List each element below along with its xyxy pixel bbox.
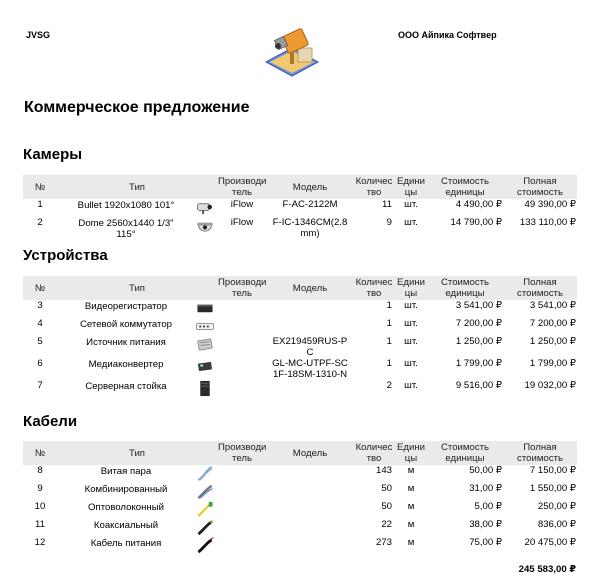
column-header-type: Тип	[57, 276, 217, 300]
column-header-qty: Количес тво	[353, 276, 395, 300]
cell-price: 50,00 ₽	[469, 465, 502, 476]
cell-unit: м	[407, 501, 415, 512]
dome-camera-icon	[194, 217, 216, 234]
cell-total: 836,00 ₽	[537, 519, 576, 530]
table-header-row	[23, 441, 577, 465]
cell-type	[57, 501, 217, 519]
camera-logo-icon	[262, 24, 322, 80]
table-header-row	[23, 175, 577, 199]
item-type-label: Bullet 1920x1080 101°	[77, 200, 175, 211]
column-header-price: Стоимость единицы	[427, 175, 503, 199]
item-type-label: Оптоволоконный	[88, 502, 164, 513]
column-header-manufacturer: Производи тель	[218, 277, 267, 299]
cell-num: 11	[35, 519, 45, 530]
cell-num: 5	[37, 336, 43, 347]
column-header-model: Модель	[267, 276, 353, 300]
column-header-model: Модель	[267, 441, 353, 465]
table-row	[23, 358, 577, 380]
cell-price: 38,00 ₽	[469, 519, 502, 530]
cell-total: 19 032,00 ₽	[524, 380, 576, 391]
cell-manufacturer	[217, 519, 267, 537]
item-type-label: Кабель питания	[90, 538, 162, 549]
cell-unit: шт.	[404, 300, 418, 311]
table-row	[23, 336, 577, 358]
cell-type	[57, 318, 217, 336]
header-company: ООО Айпика Софтвер	[398, 30, 497, 40]
table-cables	[23, 441, 577, 555]
table-row	[23, 318, 577, 336]
cell-unit: м	[407, 519, 415, 530]
combined-cable-icon	[194, 483, 216, 500]
cell-type	[57, 336, 217, 358]
cell-num: 7	[37, 380, 43, 391]
table-devices	[23, 276, 577, 398]
cell-price: 4 490,00 ₽	[455, 199, 502, 210]
column-header-manufacturer: Производи тель	[218, 176, 267, 198]
cell-model: GL-MC-UTPF-SC 1F-18SM-1310-N	[272, 358, 348, 380]
cell-model: F-IC-1346CM(2.8 mm)	[272, 217, 348, 239]
table-row	[23, 519, 577, 537]
table-row	[23, 537, 577, 555]
cell-price: 75,00 ₽	[469, 537, 502, 548]
cell-type	[57, 519, 217, 537]
column-header-num: №	[23, 276, 57, 300]
cell-price: 9 516,00 ₽	[455, 380, 502, 391]
cell-manufacturer	[217, 380, 267, 398]
cell-model: EX219459RUS-P C	[272, 336, 348, 358]
column-header-unit: Едини цы	[396, 176, 425, 198]
cell-qty: 1	[386, 358, 392, 369]
cell-unit: м	[407, 537, 415, 548]
media-converter-icon	[194, 358, 216, 375]
cell-type	[57, 217, 217, 240]
cell-unit: м	[407, 483, 415, 494]
cell-price: 1 799,00 ₽	[455, 358, 502, 369]
fiber-cable-icon	[194, 501, 216, 518]
item-type-label: Коаксиальный	[93, 520, 159, 531]
column-header-unit: Едини цы	[396, 442, 425, 464]
item-type-label: Серверная стойка	[85, 381, 167, 392]
coax-cable-icon	[194, 519, 216, 536]
cell-num: 4	[37, 318, 43, 329]
cell-qty: 9	[386, 217, 392, 228]
column-header-price: Стоимость единицы	[427, 441, 503, 465]
column-header-type: Тип	[57, 441, 217, 465]
column-header-qty: Количес тво	[353, 175, 395, 199]
column-header-type: Тип	[57, 175, 217, 199]
recorder-icon	[194, 300, 216, 317]
cell-unit: м	[407, 465, 415, 476]
cell-qty: 1	[386, 318, 392, 329]
twisted-pair-icon	[194, 465, 216, 482]
column-header-qty: Количес тво	[353, 441, 395, 465]
cell-total: 1 550,00 ₽	[529, 483, 576, 494]
switch-icon	[194, 318, 216, 335]
cell-qty: 50	[381, 483, 392, 494]
cell-qty: 143	[375, 465, 392, 476]
document-title: Коммерческое предложение	[24, 99, 250, 116]
cell-total: 49 390,00 ₽	[524, 199, 576, 210]
cell-model	[267, 465, 353, 483]
cell-model	[267, 318, 353, 336]
cell-total: 7 200,00 ₽	[529, 318, 576, 329]
column-header-total: Полная стоимость	[503, 175, 577, 199]
cell-model: F-AC-2122M	[282, 199, 338, 210]
cell-manufacturer	[217, 537, 267, 555]
column-header-num: №	[23, 175, 57, 199]
item-type-label: Сетевой коммутатор	[79, 319, 173, 330]
cell-manufacturer: iFlow	[230, 199, 254, 210]
cell-unit: шт.	[404, 199, 418, 210]
cell-type	[57, 380, 217, 398]
cell-manufacturer	[217, 300, 267, 318]
cell-model	[267, 537, 353, 555]
column-header-total: Полная стоимость	[503, 276, 577, 300]
cell-manufacturer	[217, 358, 267, 380]
cell-num: 6	[37, 358, 43, 369]
cell-total: 1 250,00 ₽	[529, 336, 576, 347]
cell-model	[267, 483, 353, 501]
cell-type	[57, 300, 217, 318]
table-row	[23, 483, 577, 501]
cell-unit: шт.	[404, 336, 418, 347]
item-type-label: Комбинированный	[84, 484, 168, 495]
cell-price: 14 790,00 ₽	[450, 217, 502, 228]
cell-num: 8	[37, 465, 43, 476]
cell-model	[267, 501, 353, 519]
cell-manufacturer	[217, 465, 267, 483]
cell-total: 1 799,00 ₽	[529, 358, 576, 369]
item-type-label: Медиаконвертер	[88, 359, 164, 370]
item-type-label: Источник питания	[86, 337, 166, 348]
cell-manufacturer	[217, 501, 267, 519]
cell-price: 5,00 ₽	[474, 501, 502, 512]
header-left: JVSG	[26, 30, 51, 40]
cell-qty: 1	[386, 300, 392, 311]
column-header-price: Стоимость единицы	[427, 276, 503, 300]
cell-total: 7 150,00 ₽	[529, 465, 576, 476]
cell-manufacturer	[217, 483, 267, 501]
cell-type	[57, 358, 217, 380]
item-type-label: Dome 2560x1440 1/3" 115°	[78, 218, 174, 240]
cell-unit: шт.	[404, 318, 418, 329]
column-header-manufacturer: Производи тель	[218, 442, 267, 464]
column-header-unit: Едини цы	[396, 277, 425, 299]
cell-qty: 1	[386, 336, 392, 347]
cell-total: 20 475,00 ₽	[524, 537, 576, 548]
cell-qty: 22	[381, 519, 392, 530]
column-header-num: №	[23, 441, 57, 465]
table-cameras	[23, 175, 577, 240]
grand-total: 245 583,00 ₽	[518, 564, 576, 575]
cell-price: 31,00 ₽	[469, 483, 502, 494]
column-header-total: Полная стоимость	[503, 441, 577, 465]
table-row	[23, 217, 577, 240]
server-rack-icon	[194, 380, 216, 397]
section-title-cameras: Камеры	[23, 146, 83, 163]
cell-num: 10	[34, 501, 46, 512]
cell-price: 7 200,00 ₽	[455, 318, 502, 329]
cell-total: 3 541,00 ₽	[529, 300, 576, 311]
cell-price: 3 541,00 ₽	[455, 300, 502, 311]
cell-manufacturer: iFlow	[230, 217, 254, 228]
cell-type	[57, 537, 217, 555]
cell-num: 1	[37, 199, 43, 210]
section-title-devices: Устройства	[23, 247, 108, 264]
cell-price: 1 250,00 ₽	[455, 336, 502, 347]
table-header-row	[23, 276, 577, 300]
table-row	[23, 199, 577, 217]
cell-unit: шт.	[404, 358, 418, 369]
cell-total: 250,00 ₽	[537, 501, 576, 512]
section-title-cables: Кабели	[23, 413, 78, 430]
column-header-model: Модель	[267, 175, 353, 199]
cell-qty: 50	[381, 501, 392, 512]
cell-num: 2	[37, 217, 43, 228]
cell-manufacturer	[217, 318, 267, 336]
cell-type	[57, 483, 217, 501]
table-row	[23, 501, 577, 519]
cell-model	[267, 300, 353, 318]
cell-total: 133 110,00 ₽	[519, 217, 576, 228]
item-type-label: Видеорегистратор	[84, 301, 168, 312]
cell-manufacturer	[217, 336, 267, 358]
table-row	[23, 300, 577, 318]
cell-model	[267, 380, 353, 398]
cell-qty: 273	[375, 537, 392, 548]
cell-unit: шт.	[404, 380, 418, 391]
table-row	[23, 465, 577, 483]
cell-unit: шт.	[404, 217, 418, 228]
cell-model	[267, 519, 353, 537]
cell-type	[57, 199, 217, 217]
power-supply-icon	[194, 336, 216, 353]
bullet-camera-icon	[194, 199, 216, 216]
table-row	[23, 380, 577, 398]
cell-num: 12	[34, 537, 46, 548]
cell-num: 3	[37, 300, 43, 311]
cell-qty: 2	[386, 380, 392, 391]
cell-num: 9	[37, 483, 43, 494]
cell-type	[57, 465, 217, 483]
cell-qty: 11	[382, 199, 392, 210]
power-cable-icon	[194, 537, 216, 554]
item-type-label: Витая пара	[100, 466, 152, 477]
